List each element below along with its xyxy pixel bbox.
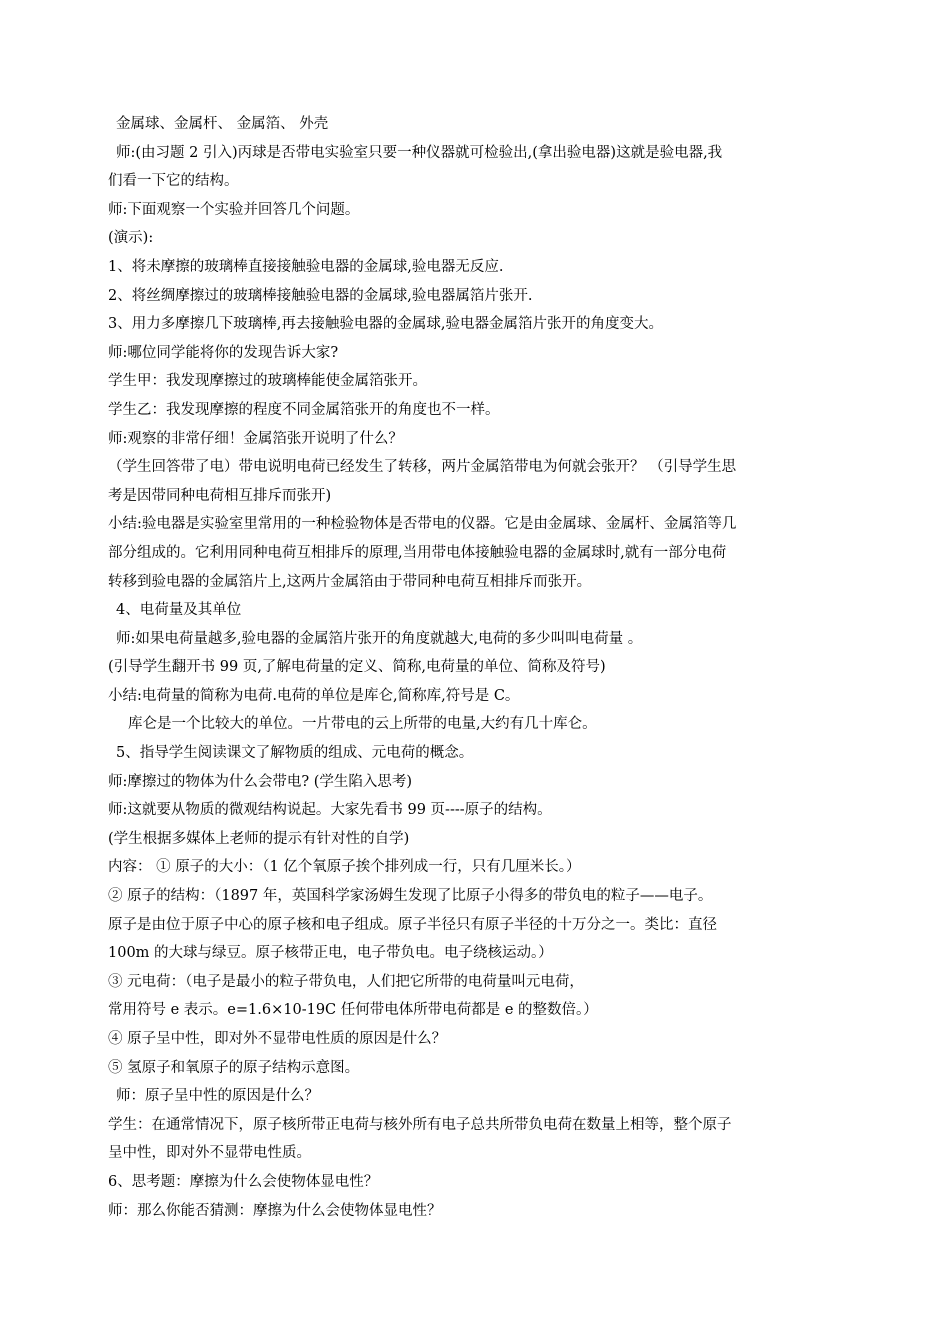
- text-line: (引导学生翻开书 99 页,了解电荷量的定义、简称,电荷量的单位、简称及符号): [108, 659, 606, 676]
- text-line: 师：那么你能否猜测：摩擦为什么会使物体显电性？: [108, 1202, 442, 1219]
- text-line: 师:(由习题 2 引入)丙球是否带电实验室只要一种仪器就可检验出,(拿出验电器)这就是验电器,我: [116, 144, 723, 161]
- text-line: 5、指导学生阅读课文了解物质的组成、元电荷的概念。: [116, 745, 474, 762]
- text-line: (演示):: [108, 230, 154, 247]
- text-line: 常用符号 e 表示。e=1.6×10-19C 任何带电体所带电荷都是 e 的整数倍。）: [108, 1002, 598, 1019]
- text-line: 小结:验电器是实验室里常用的一种检验物体是否带电的仪器。它是由金属球、金属杆、金属箔等几: [108, 516, 737, 533]
- document-page: [108, 114, 843, 1229]
- text-line: 原子是由位于原子中心的原子核和电子组成。原子半径只有原子半径的十万分之一。类比：直径: [108, 916, 717, 933]
- text-line: 师：原子呈中性的原因是什么？: [116, 1088, 319, 1105]
- text-line: 师:如果电荷量越多,验电器的金属箔片张开的角度就越大,电荷的多少叫叫电荷量 。: [116, 630, 643, 647]
- text-line: 转移到验电器的金属箔片上,这两片金属箔由于带同种电荷互相排斥而张开。: [108, 573, 592, 590]
- text-line: ④ 原子呈中性，即对外不显带电性质的原因是什么？: [108, 1031, 447, 1047]
- text-line: 师:摩擦过的物体为什么会带电? (学生陷入思考): [108, 773, 413, 790]
- text-line: 师:下面观察一个实验并回答几个问题。: [108, 201, 360, 218]
- text-line: 3、用力多摩擦几下玻璃棒,再去接触验电器的金属球,验电器金属箔片张开的角度变大。: [108, 316, 663, 333]
- text-line: 库仑是一个比较大的单位。一片带电的云上所带的电量,大约有几十库仑。: [128, 716, 597, 733]
- text-line: 部分组成的。它利用同种电荷互相排斥的原理,当用带电体接触验电器的金属球时,就有一部分电荷: [108, 544, 727, 561]
- text-line: 师:观察的非常仔细！金属箔张开说明了什么？: [108, 430, 403, 447]
- text-line: 内容： ① 原子的大小：（1 亿个氧原子挨个排列成一行，只有几厘米长。）: [108, 859, 581, 876]
- text-line: 考是因带同种电荷相互排斥而张开): [108, 487, 332, 504]
- text-line: 小结:电荷量的简称为电荷.电荷的单位是库仑,简称库,符号是 C。: [108, 687, 520, 704]
- text-line: 2、将丝绸摩擦过的玻璃棒接触验电器的金属球,验电器属箔片张开.: [108, 287, 533, 304]
- text-line: （学生回答带了电）带电说明电荷已经发生了转移，两片金属箔带电为何就会张开？ （引导学生思: [108, 459, 737, 476]
- text-line: 6、思考题：摩擦为什么会使物体显电性？: [108, 1173, 379, 1190]
- text-line: (学生根据多媒体上老师的提示有针对性的自学): [108, 830, 410, 847]
- text-line: 们看一下它的结构。: [108, 173, 239, 190]
- text-line: 4、电荷量及其单位: [116, 602, 242, 619]
- text-line: 师:这就要从物质的微观结构说起。大家先看书 99 页----原子的结构。: [108, 802, 552, 819]
- text-line: ⑤ 氢原子和氧原子的原子结构示意图。: [108, 1059, 360, 1076]
- text-line: ② 原子的结构：（1897 年，英国科学家汤姆生发现了比原子小得多的带负电的粒子——电子。: [108, 888, 713, 905]
- text-line: 金属球、金属杆、 金属箔、 外壳: [116, 116, 329, 132]
- text-line: 学生甲：我发现摩擦过的玻璃棒能使金属箔张开。: [108, 373, 427, 390]
- text-line: 呈中性，即对外不显带电性质。: [108, 1145, 311, 1162]
- text-line: 师:哪位同学能将你的发现告诉大家?: [108, 344, 339, 361]
- text-line: 100m 的大球与绿豆。原子核带正电，电子带负电。电子绕核运动。）: [108, 945, 553, 962]
- text-line: 学生乙：我发现摩擦的程度不同金属箔张开的角度也不一样。: [108, 401, 500, 418]
- text-line: 学生：在通常情况下，原子核所带正电荷与核外所有电子总共所带负电荷在数量上相等，整个原子: [108, 1116, 732, 1133]
- text-line: ③ 元电荷：（电子是最小的粒子带负电，人们把它所带的电荷量叫元电荷，: [108, 973, 584, 990]
- text-line: 1、将未摩擦的玻璃棒直接接触验电器的金属球,验电器无反应.: [108, 258, 504, 275]
